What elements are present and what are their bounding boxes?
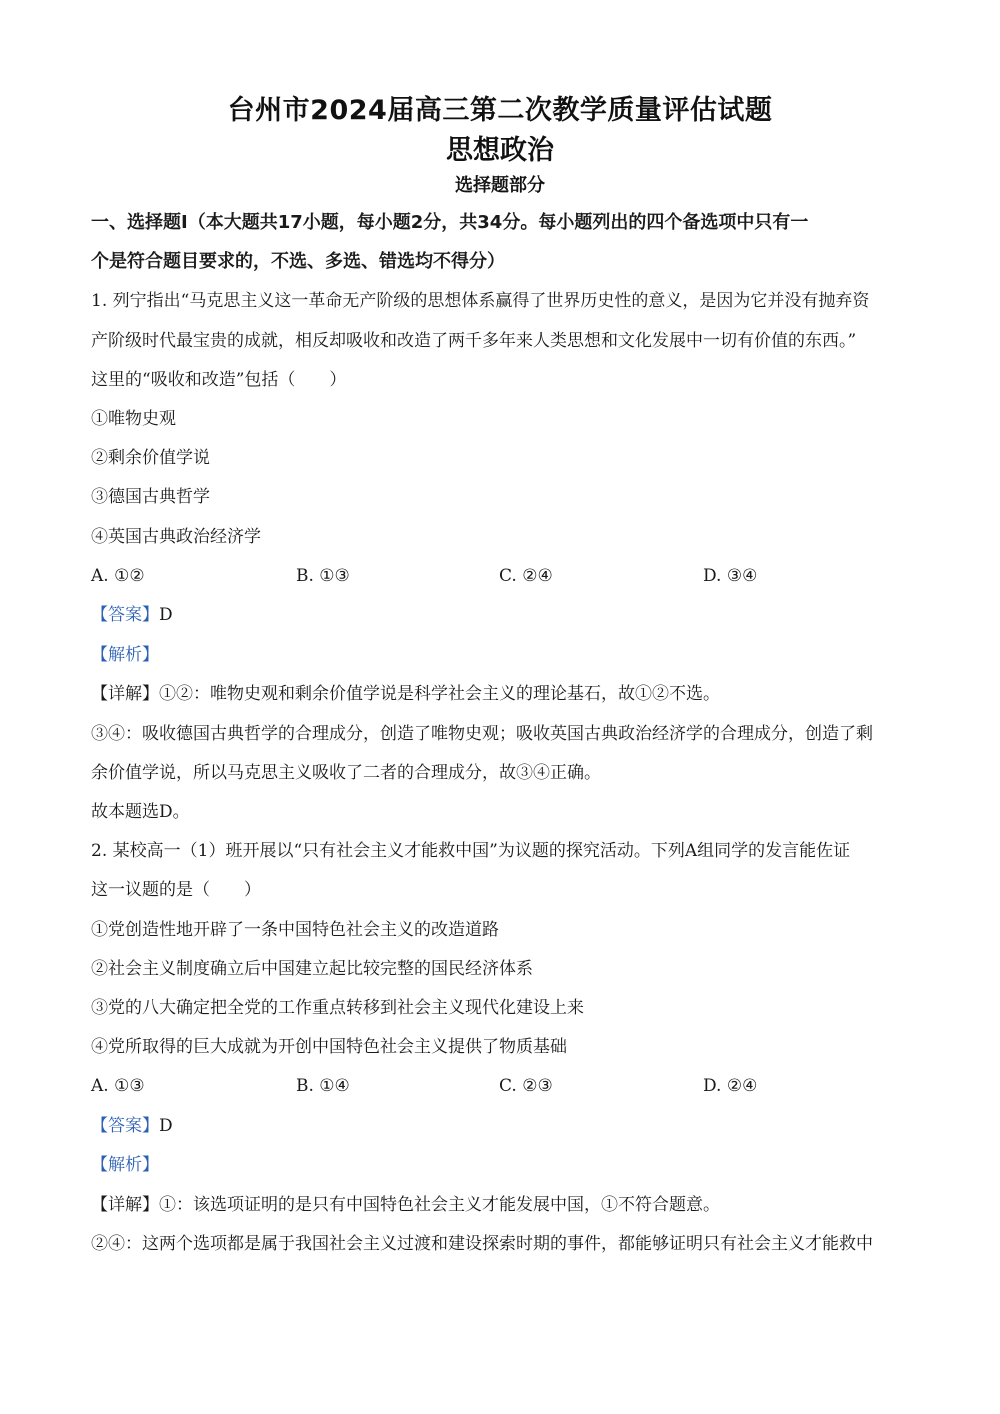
q1-analysis xyxy=(91,643,159,667)
section-heading-line-1: 一、选择题Ⅰ（本大题共17小题，每小题2分，共34分。每小题列出的四个备选项中只有一 xyxy=(91,212,809,233)
q2-answer-value: D xyxy=(159,1116,173,1136)
q2-item-4: ④党所取得的巨大成就为开创中国特色社会主义提供了物质基础 xyxy=(91,1037,567,1057)
q2-analysis xyxy=(91,1153,159,1177)
q1-answer-value: D xyxy=(159,605,173,625)
q2-answer xyxy=(91,1114,173,1138)
q1-detail-line-2: ③④：吸收德国古典哲学的合理成分，创造了唯物史观；吸收英国古典政治经济学的合理成分，创造了剩 xyxy=(91,724,873,744)
q2-stem-line-1: 2. 某校高一（1）班开展以“只有社会主义才能救中国”为议题的探究活动。下列A组同学的发言能佐证 xyxy=(91,841,851,861)
q2-item-3: ③党的八大确定把全党的工作重点转移到社会主义现代化建设上来 xyxy=(91,998,584,1018)
q1-option-c: C. ②④ xyxy=(499,566,553,586)
q2-option-c: C. ②③ xyxy=(499,1076,553,1096)
q1-detail-text-1: ①②：唯物史观和剩余价值学说是科学社会主义的理论基石，故①②不选。 xyxy=(159,684,720,704)
part-title: 选择题部分 xyxy=(455,175,545,196)
q1-answer-tag: 【答案】 xyxy=(91,605,159,625)
q1-item-3: ③德国古典哲学 xyxy=(91,487,210,507)
q2-detail-line-2: ②④：这两个选项都是属于我国社会主义过渡和建设探索时期的事件，都能够证明只有社会主义才能救中 xyxy=(91,1234,873,1254)
q2-option-d: D. ②④ xyxy=(703,1076,758,1096)
q1-option-d: D. ③④ xyxy=(703,566,758,586)
q1-answer xyxy=(91,603,173,627)
exam-title: 台州市2024届高三第二次教学质量评估试题 xyxy=(227,95,773,126)
q2-option-b: B. ①④ xyxy=(296,1076,350,1096)
q1-option-a: A. ①② xyxy=(91,566,145,586)
q2-option-a: A. ①③ xyxy=(91,1076,145,1096)
q2-stem-line-2: 这一议题的是（ ） xyxy=(91,880,261,900)
q1-detail-line-1 xyxy=(91,682,720,706)
q1-detail-line-3: 余价值学说，所以马克思主义吸收了二者的合理成分，故③④正确。 xyxy=(91,763,601,783)
q1-item-2: ②剩余价值学说 xyxy=(91,448,210,468)
q1-analysis-tag: 【解析】 xyxy=(91,645,159,665)
q1-detail-line-4: 故本题选D。 xyxy=(91,802,190,822)
q2-detail-line-1 xyxy=(91,1193,720,1217)
q1-item-1: ①唯物史观 xyxy=(91,409,176,429)
q2-item-1: ①党创造性地开辟了一条中国特色社会主义的改造道路 xyxy=(91,920,499,940)
q2-item-2: ②社会主义制度确立后中国建立起比较完整的国民经济体系 xyxy=(91,959,533,979)
q2-answer-tag: 【答案】 xyxy=(91,1116,159,1136)
q2-analysis-tag: 【解析】 xyxy=(91,1155,159,1175)
q1-option-b: B. ①③ xyxy=(296,566,350,586)
section-heading-line-2: 个是符合题目要求的，不选、多选、错选均不得分） xyxy=(91,251,505,272)
q2-detail-tag: 【详解】 xyxy=(91,1195,159,1215)
q1-stem-line-2: 产阶级时代最宝贵的成就，相反却吸收和改造了两千多年来人类思想和文化发展中一切有价值的东西。” xyxy=(91,331,857,351)
q1-item-4: ④英国古典政治经济学 xyxy=(91,527,261,547)
q1-detail-tag: 【详解】 xyxy=(91,684,159,704)
q1-stem-line-1: 1. 列宁指出“马克思主义这一革命无产阶级的思想体系赢得了世界历史性的意义，是因为它并没有抛弃资 xyxy=(91,291,870,311)
subject-title: 思想政治 xyxy=(446,135,554,166)
q1-stem-line-3: 这里的“吸收和改造”包括（ ） xyxy=(91,370,347,390)
q2-detail-text-1: ①：该选项证明的是只有中国特色社会主义才能发展中国，①不符合题意。 xyxy=(159,1195,720,1215)
